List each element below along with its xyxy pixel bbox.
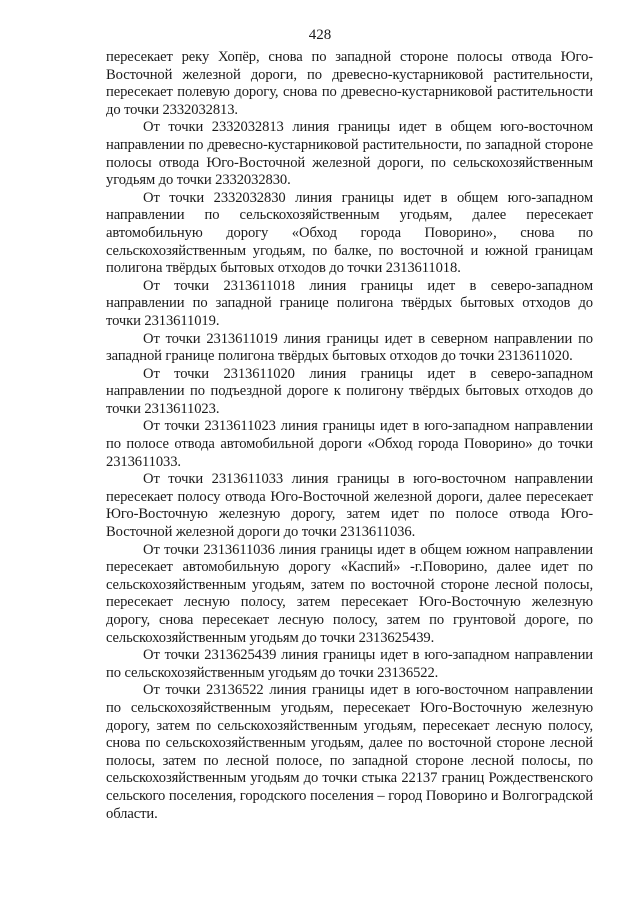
paragraph: От точки 2313611033 линия границы в юго-восточном направлении пересекает полосу отвода Юго-Восточной железной дороги, далее пересекает Юго-Восточную железную дорогу, затем идет по полосе отвода Юго-Восточной железной дороги до точки 2313611036. [106,471,593,541]
paragraph-continuation: пересекает реку Хопёр, снова по западной стороне полосы отвода Юго-Восточной железной дороги, по древесно-кустарниковой растительности, пересекает полевую дорогу, снова по древесно-кустарниковой растительности до точки 2332032813. [106,49,593,118]
paragraph: От точки 2332032813 линия границы идет в общем юго-восточном направлении по древесно-кустарниковой растительности, по западной стороне полосы отвода Юго-Восточной железной дороги, по сельскохозяйственным угодьям до точки 2332032830. [106,119,593,189]
paragraph: От точки 2332032830 линия границы идет в общем юго-западном направлении по сельскохозяйственным угодьям, далее пересекает автомобильную дорогу «Обход города Поворино», снова по сельскохозяйственным угодьям, по балке, по восточной и южной границам полигона твёрдых бытовых отходов до точки 2313611018. [106,189,593,277]
paragraph: От точки 2313625439 линия границы идет в юго-западном направлении по сельскохозяйственным угодьям до точки 23136522. [106,647,593,681]
page-number: 428 [308,27,332,43]
paragraph: От точки 2313611036 линия границы идет в общем южном направлении пересекает автомобильную дорогу «Каспий» -г.Поворино, далее идет по сельскохозяйственным угодьям, затем по восточной стороне лесной полосы, пересекает лесную полосу, затем пересекает Юго-Восточную железную дорогу, снова пересекает лесную полосу, затем по грунтовой дороге, по сельскохозяйственным угодьям до точки 2313625439. [106,541,593,646]
document-body [106,49,593,823]
paragraph: От точки 2313611019 линия границы идет в северном направлении по западной границе полигона твёрдых бытовых отходов до точки 2313611020. [106,330,593,365]
paragraph: От точки 23136522 линия границы идет в юго-восточном направлении по сельскохозяйственным угодьям, пересекает Юго-Восточную железную дорогу, затем по сельскохозяйственным угодьям, пересекает лесную полосу, снова по сельскохозяйственным угодьям, далее по восточной стороне лесной полосы, затем по лесной полосе, по западной стороне лесной полосы, по сельскохозяйственным угодьям до точки стыка 22137 границ Рождественского сельского поселения, городского поселения – город Поворино и Волгоградской области. [106,682,593,822]
paragraph: От точки 2313611023 линия границы идет в юго-западном направлении по полосе отвода автомобильной дороги «Обход города Поворино» до точки 2313611033. [106,418,593,470]
paragraph: От точки 2313611020 линия границы идет в северо-западном направлении по подъездной дороге к полигону твёрдых бытовых отходов до точки 2313611023. [106,365,593,417]
paragraph: От точки 2313611018 линия границы идет в северо-западном направлении по западной границе полигона твёрдых бытовых отходов до точки 2313611019. [106,277,593,329]
